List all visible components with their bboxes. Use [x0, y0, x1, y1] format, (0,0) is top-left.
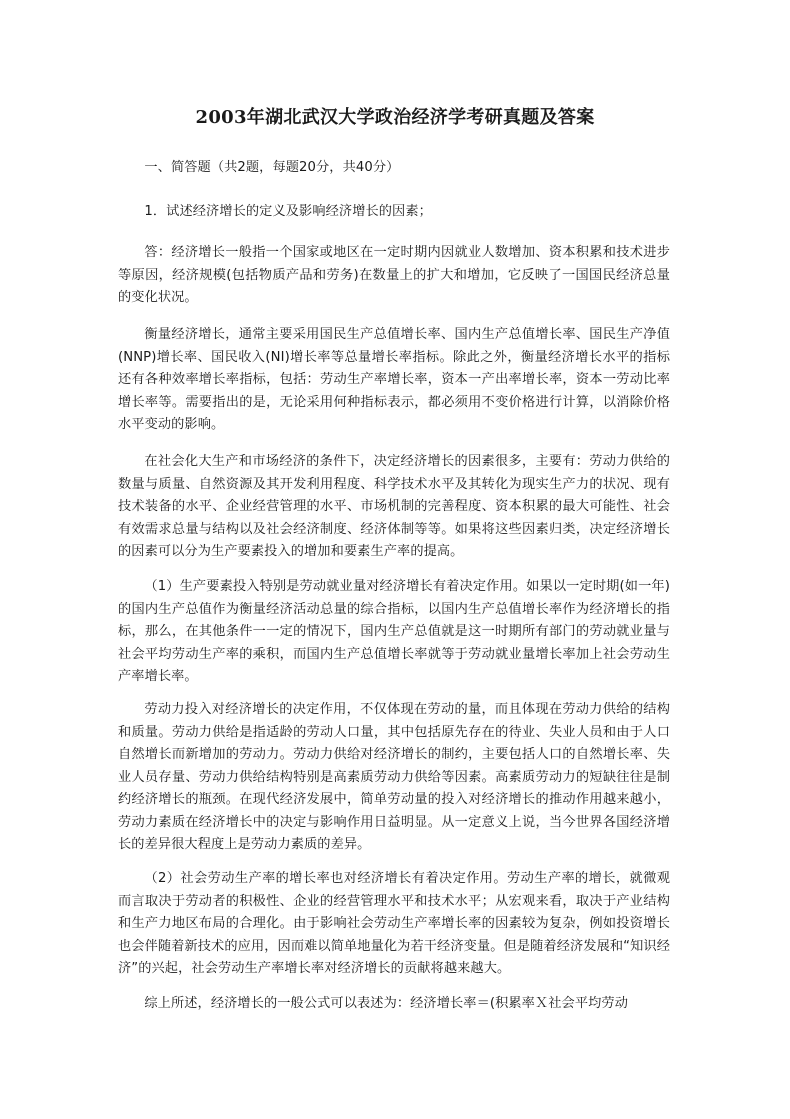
answer-paragraph-6: （2）社会劳动生产率的增长率也对经济增长有着决定作用。劳动生产率的增长，就微观而言取决于劳动者的积极性、企业的经营管理水平和技术水平；从宏观来看，取决于产业结构和生产力地区布局的合理化。由于影响社会劳动生产率增长率的因素较为复杂，例如投资增长也会伴随着新技术的应用，因而难以简单地量化为若干经济变量。但是随着经济发展和“知识经济”的兴起，社会劳动生产率增长率对经济增长的贡献将越来越大。 — [118, 871, 670, 976]
answer-paragraph-1: 答：经济增长一般指一个国家或地区在一定时期内因就业人数增加、资本积累和技术进步等原因，经济规模(包括物质产品和劳务)在数量上的扩大和增加，它反映了一国国民经济总量的变化状况。 — [118, 245, 670, 305]
section-heading: 一、简答题（共2题，每题20分，共40分） — [144, 160, 400, 175]
answer-paragraph-3: 在社会化大生产和市场经济的条件下，决定经济增长的因素很多，主要有：劳动力供给的数量与质量、自然资源及其开发利用程度、科学技术水平及其转化为现实生产力的状况、现有技术装备的水平、企业经营管理的水平、市场机制的完善程度、资本积累的最大可能性、社会有效需求总量与结构以及社会经济制度、经济体制等等。如果将这些因素归类，决定经济增长的因素可以分为生产要素投入的增加和要素生产率的提高。 — [118, 454, 670, 559]
answer-paragraph-7: 综上所述，经济增长的一般公式可以表述为：经济增长率＝(积累率Ｘ社会平均劳动 — [144, 996, 628, 1011]
document-title: 2003年湖北武汉大学政治经济学考研真题及答案 — [195, 107, 595, 128]
answer-paragraph-5: 劳动力投入对经济增长的决定作用，不仅体现在劳动的量，而且体现在劳动力供给的结构和质量。劳动力供给是指适龄的劳动人口量，其中包括原先存在的待业、失业人员和由于人口自然增长而新增加的劳动力。劳动力供给对经济增长的制约，主要包括人口的自然增长率、失业人员存量、劳动力供给结构特别是高素质劳动力供给等因素。高素质劳动力的短缺往往是制约经济增长的瓶颈。在现代经济发展中，简单劳动量的投入对经济增长的推动作用越来越小，劳动力素质在经济增长中的决定与影响作用日益明显。从一定意义上说，当今世界各国经济增长的差异很大程度上是劳动力素质的差异。 — [118, 702, 670, 852]
answer-paragraph-2: 衡量经济增长，通常主要采用国民生产总值增长率、国内生产总值增长率、国民生产净值(NNP)增长率、国民收入(NI)增长率等总量增长率指标。除此之外，衡量经济增长水平的指标还有各种效率增长率指标，包括：劳动生产率增长率，资本一产出率增长率，资本一劳动比率增长率等。需要指出的是，无论采用何种指标表示，都必须用不变价格进行计算，以消除价格水平变动的影响。 — [118, 327, 670, 432]
answer-paragraph-4: （1）生产要素投入特别是劳动就业量对经济增长有着决定作用。如果以一定时期(如一年)的国内生产总值作为衡量经济活动总量的综合指标，以国内生产总值增长率作为经济增长的指标，那么，在其他条件一一定的情况下，国内生产总值就是这一时期所有部门的劳动就业量与社会平均劳动生产率的乘积，而国内生产总值增长率就等于劳动就业量增长率加上社会劳动生产率增长率。 — [118, 579, 670, 684]
question-1: 1．试述经济增长的定义及影响经济增长的因素； — [144, 204, 432, 219]
